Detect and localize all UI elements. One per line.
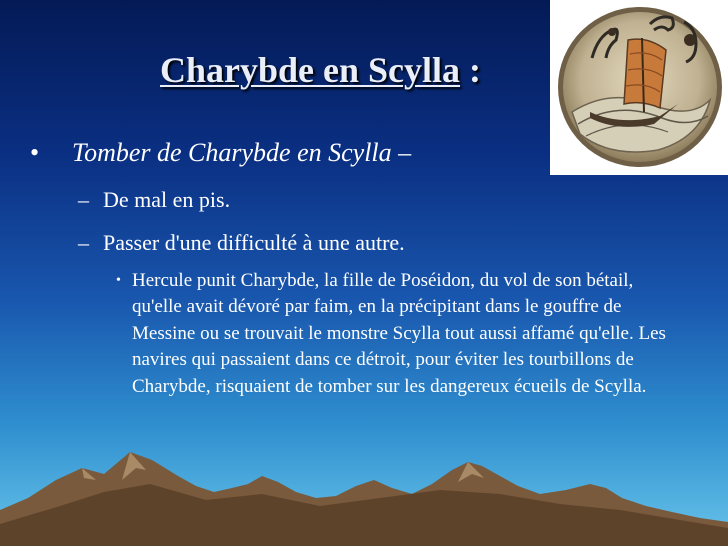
bullet-text: De mal en pis.	[103, 187, 231, 212]
title-link[interactable]: Charybde en Scylla	[160, 50, 461, 90]
slide-title	[160, 48, 481, 92]
dash-marker: –	[78, 230, 89, 255]
scylla-ship-image	[550, 0, 728, 175]
bullet-paragraph: Hercule punit Charybde, la fille de Poséidon, du vol de son bétail, qu'elle avait dévoré par faim, en la précipitant dans le gouffre de Messine ou se trouvait le monstre Scylla tout aussi affamé qu'elle. Les navires qui passaient dans ce détroit, pour éviter les tourbillons de Charybde, risquaient de tomber sur les dangereux écueils de Scylla.	[132, 270, 666, 397]
dash-marker: –	[78, 187, 89, 212]
title-suffix: :	[460, 50, 482, 90]
mountain-range	[0, 440, 728, 546]
bullet-text: Passer d'une difficulté à une autre.	[103, 230, 405, 255]
bullet-text: Tomber de Charybde en Scylla –	[72, 138, 412, 167]
bullet-marker: •	[116, 273, 121, 288]
bullet-level3	[116, 268, 686, 400]
scylla-illustration	[550, 0, 728, 175]
bullet-marker: •	[30, 138, 40, 167]
